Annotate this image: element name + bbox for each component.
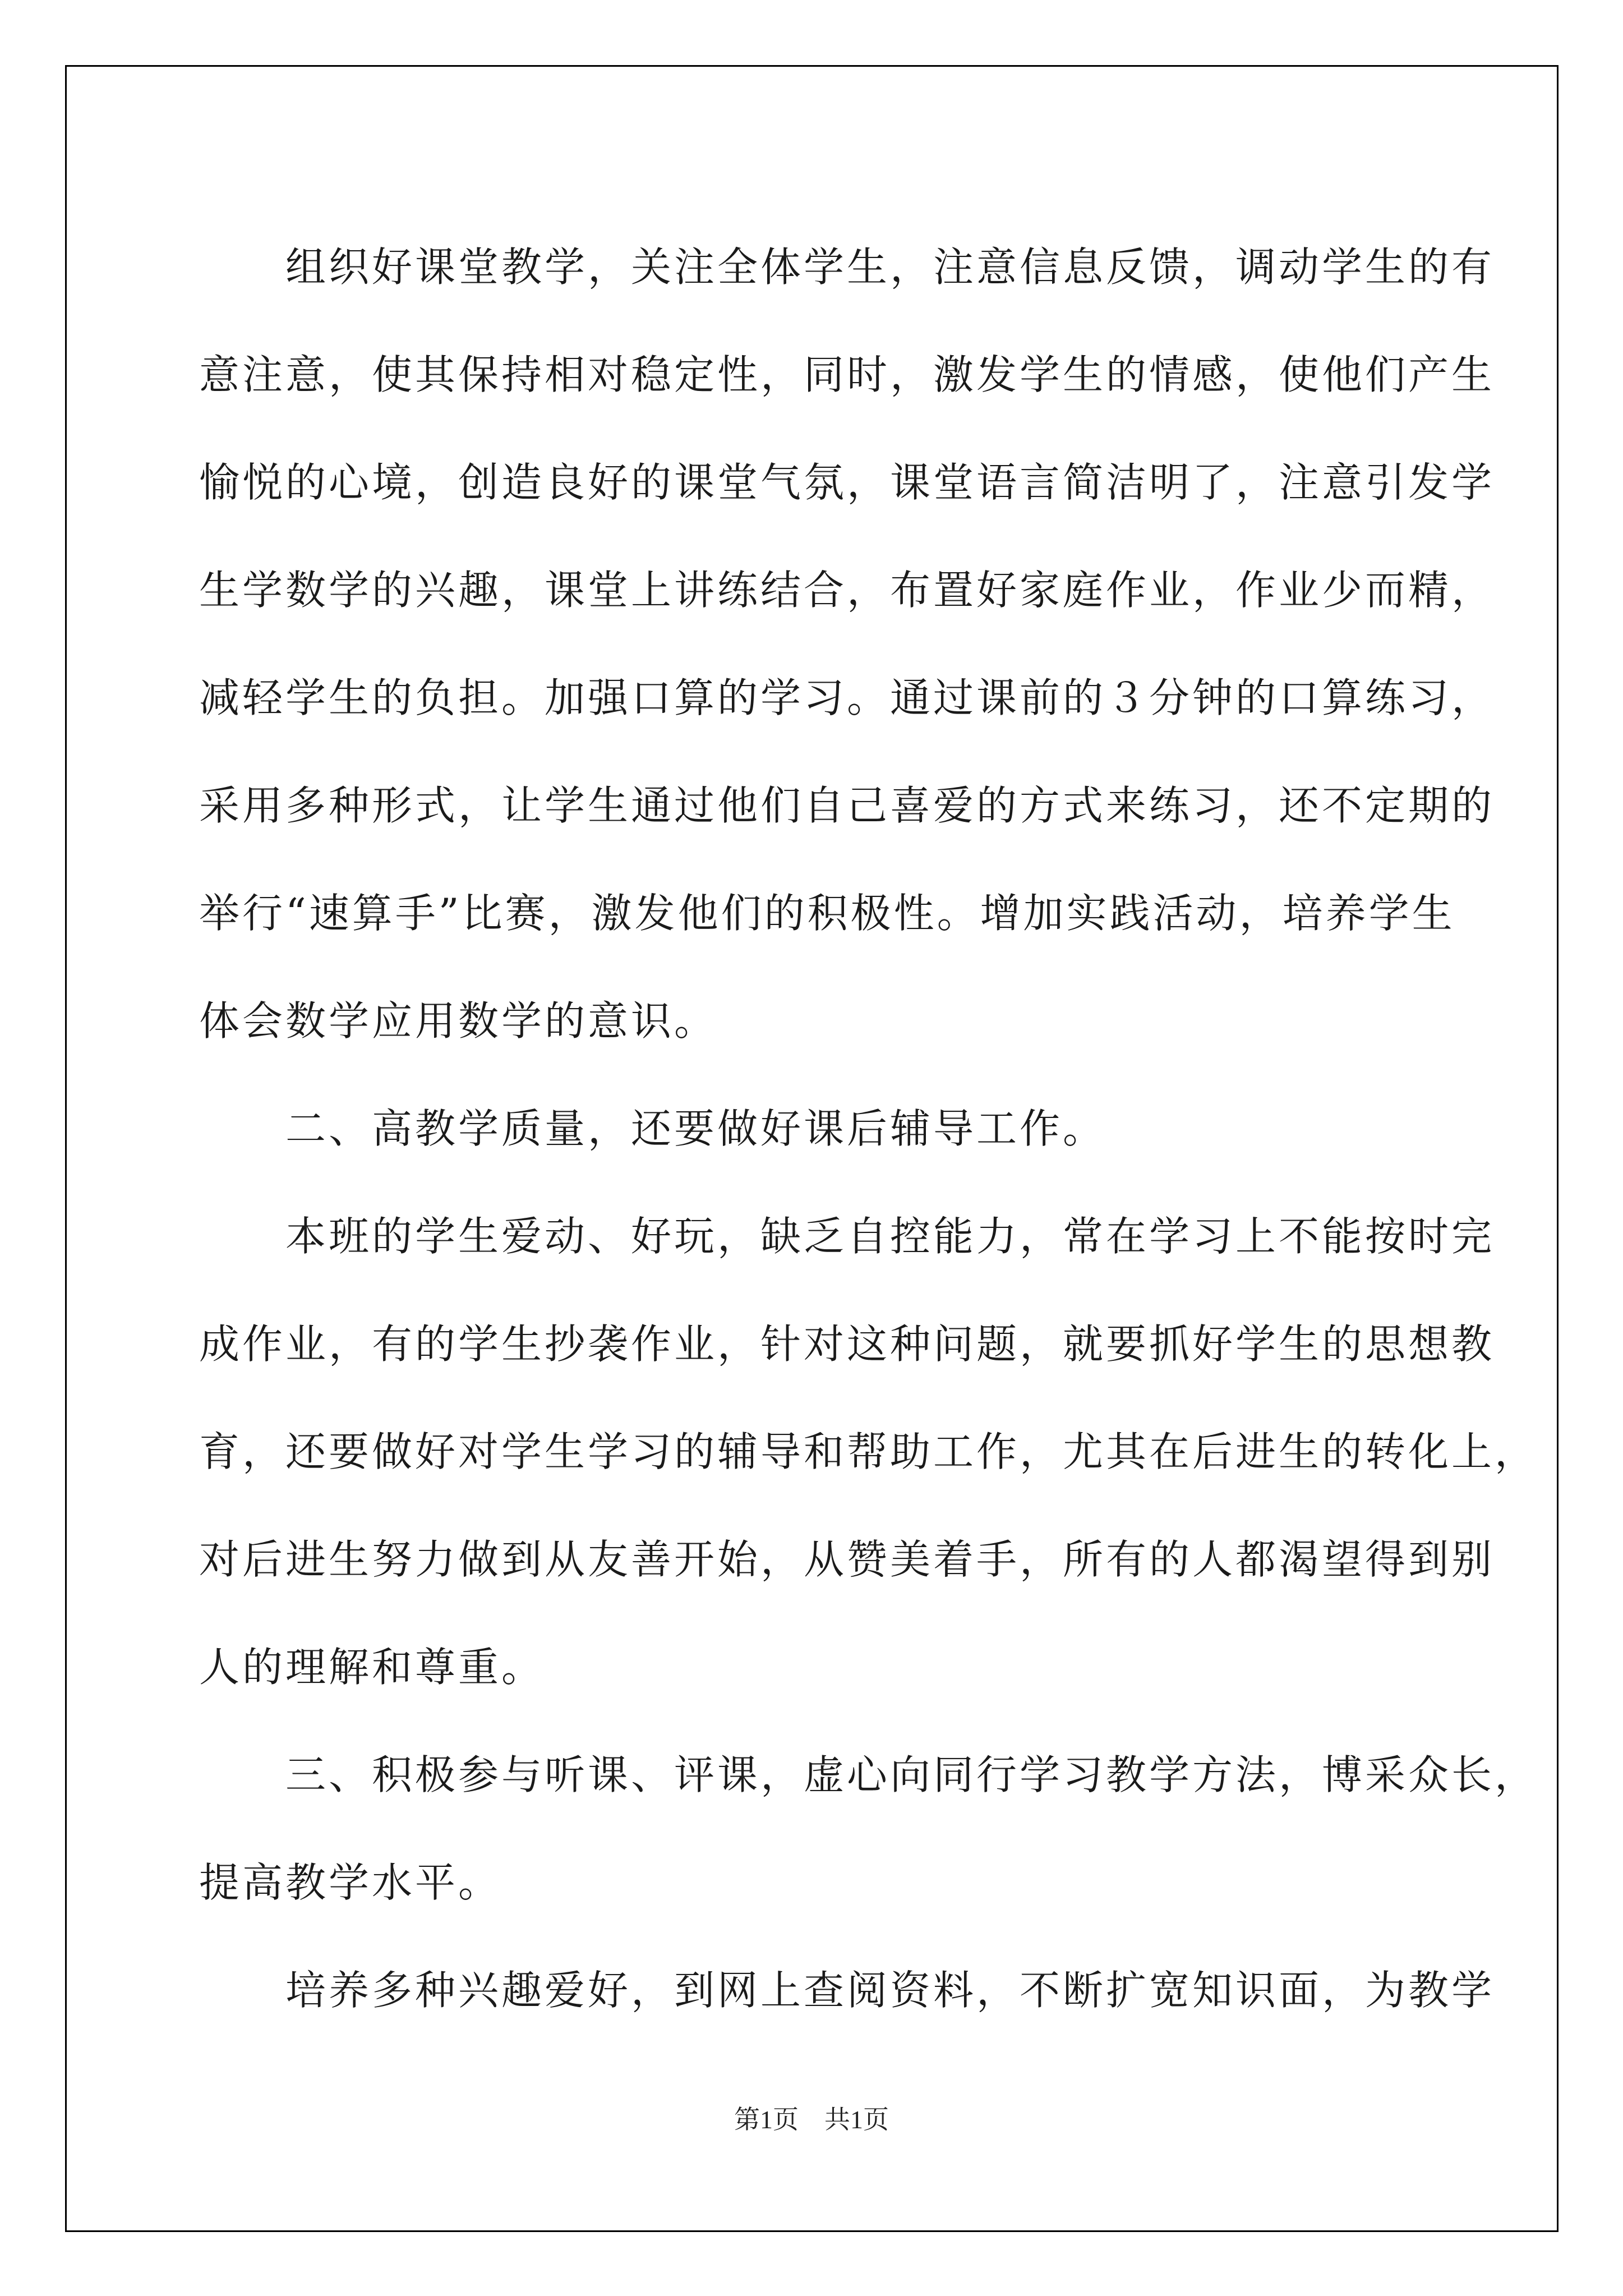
text-line: 育，还要做好对学生学习的辅导和帮助工作，尤其在后进生的转化上， (199, 1428, 1538, 1475)
text-line: 人的理解和尊重。 (199, 1644, 545, 1691)
text-line: 培养多种兴趣爱好，到网上查阅资料，不断扩宽知识面，为教学 (199, 1967, 1495, 2014)
text-line: 意注意，使其保持相对稳定性，同时，激发学生的情感，使他们产生 (199, 351, 1495, 398)
text-line: 成作业，有的学生抄袭作业，针对这种问题，就要抓好学生的思想教 (199, 1320, 1495, 1368)
text-line: 本班的学生爱动、好玩，缺乏自控能力，常在学习上不能按时完 (199, 1213, 1495, 1260)
text-line: 体会数学应用数学的意识。 (199, 997, 718, 1045)
page-number-footer: 第1页 共1页 (734, 2105, 889, 2134)
document-body (199, 213, 1538, 2044)
text-line: 采用多种形式，让学生通过他们自己喜爱的方式来练习，还不定期的 (199, 782, 1495, 829)
heading-line: 二、高教学质量，还要做好课后辅导工作。 (199, 1105, 1106, 1152)
text-line: 减轻学生的负担。加强口算的学习。通过课前的３分钟的口算练习， (199, 674, 1495, 721)
text-line: 举行“速算手”比赛，激发他们的积极性。增加实践活动，培养学生 (199, 890, 1455, 937)
heading-line: 三、积极参与听课、评课，虚心向同行学习教学方法，博采众长， (199, 1751, 1538, 1798)
text-line: 生学数学的兴趣，课堂上讲练结合，布置好家庭作业，作业少而精， (199, 567, 1495, 614)
text-line: 对后进生努力做到从友善开始，从赞美着手，所有的人都渴望得到别 (199, 1536, 1495, 1583)
text-line: 提高教学水平。 (199, 1859, 502, 1906)
text-line: 组织好课堂教学，关注全体学生，注意信息反馈，调动学生的有 (199, 243, 1495, 291)
text-line: 愉悦的心境，创造良好的课堂气氛，课堂语言简洁明了，注意引发学 (199, 459, 1495, 506)
